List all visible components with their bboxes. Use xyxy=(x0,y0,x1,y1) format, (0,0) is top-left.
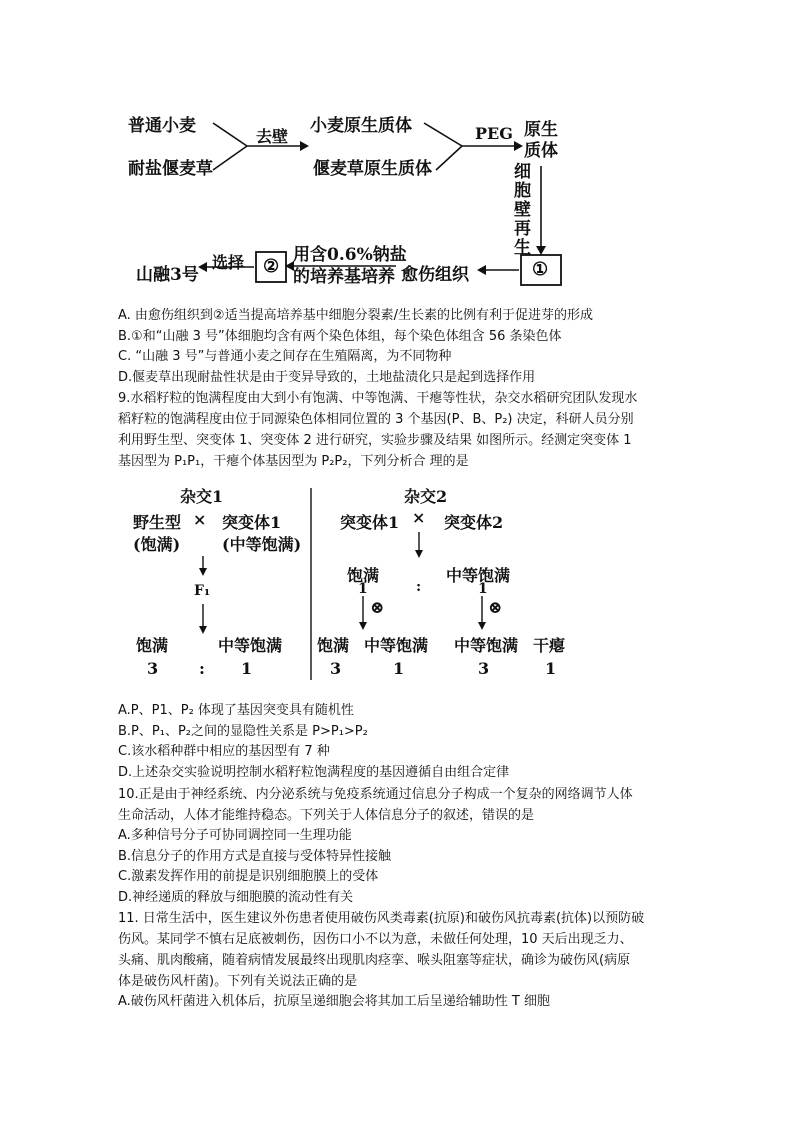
cross1-colon: : xyxy=(199,659,205,678)
cross2-out-full: 饱满 xyxy=(317,636,350,655)
label-medium: 用含0.6%钠盐 的培养基培养 xyxy=(293,245,407,287)
q9-option-c: C.该水稻种群中相应的基因型有 7 种 xyxy=(118,744,330,759)
cross2-selfing-left: ⊗ xyxy=(370,598,385,618)
box-2-label: ② xyxy=(263,256,280,277)
label-result-shanrong3: 山融3号 xyxy=(136,265,199,285)
label-cell-wall-regeneration: 细 胞 壁 再 生 xyxy=(514,162,531,258)
box-1-label: ① xyxy=(532,259,549,280)
cross2-mid-n2: 1 xyxy=(478,581,488,597)
cross2-parent-mutant1: 突变体1 xyxy=(340,513,400,532)
label-remove-wall: 去壁 xyxy=(256,127,289,146)
cross2-mid-full: 饱满 xyxy=(347,566,380,585)
label-callus: 愈伤组织 xyxy=(401,265,469,285)
cross1-title: 杂交1 xyxy=(180,487,224,506)
cross2-out-shriveled: 干瘪 xyxy=(533,636,566,655)
cross2-selfing-right: ⊗ xyxy=(488,598,503,618)
q10-option-d: D.神经递质的释放与细胞膜的流动性有关 xyxy=(118,890,354,905)
cross1-n1: 3 xyxy=(147,659,159,678)
cross2-parent-mutant2: 突变体2 xyxy=(444,513,504,532)
q9-option-d: D.上述杂交实验说明控制水稻籽粒饱满程度的基因遵循自由组合定律 xyxy=(118,765,510,780)
cross1-parent-mutant1: 突变体1 (中等饱满) xyxy=(222,513,302,554)
q10-option-b: B.信息分子的作用方式是直接与受体特异性接触 xyxy=(118,849,392,864)
cross2-mid-colon: : xyxy=(416,579,422,595)
cross2-title: 杂交2 xyxy=(404,487,448,506)
cross1-times: × xyxy=(193,510,207,529)
q11-option-a: A.破伤风杆菌进入机体后，抗原呈递细胞会将其加工后呈递给辅助性 T 细胞 xyxy=(118,994,551,1009)
cross2-n-medium-a: 1 xyxy=(393,659,405,678)
cross2-out-medium-a: 中等饱满 xyxy=(364,636,429,655)
cross2-n-medium-b: 3 xyxy=(478,659,490,678)
cross2-mid-medium: 中等饱满 xyxy=(446,566,511,585)
q8-option-d: D.偃麦草出现耐盐性状是由于变异导致的，土地盐渍化只是起到选择作用 xyxy=(118,370,536,385)
q9-stem: 9.水稻籽粒的饱满程度由大到小有饱满、中等饱满、干瘪等性状，杂交水稻研究团队发现水 稻籽粒的饱满程度由位于同源染色体相同位置的 3 个基因(P、B、P₂) 决定，科研人员分别 利用野生型、突变体 1、突变体 2 进行研究，实验步骤及结果 如图所示。经测定突变体 1 基因型为 P₁P₁，干瘪个体基因型为 P₂P₂，下列分析合 理的是 xyxy=(118,391,638,469)
q9-option-b: B.P、P₁、P₂之间的显隐性关系是 P>P₁>P₂ xyxy=(118,724,368,739)
label-grass-protoplast: 偃麦草原生质体 xyxy=(313,159,432,179)
cross2-n-shriveled: 1 xyxy=(545,659,557,678)
q10-stem: 10.正是由于神经系统、内分泌系统与免疫系统通过信息分子构成一个复杂的网络调节人体 生命活动，人体才能维持稳态。下列关于人体信息分子的叙述，错误的是 xyxy=(118,787,633,823)
cross1-out-full: 饱满 xyxy=(136,636,169,655)
label-salt-tolerant-grass: 耐盐偃麦草 xyxy=(128,159,213,179)
q11-stem: 11. 日常生活中，医生建议外伤患者使用破伤风类毒素(抗原)和破伤风抗毒素(抗体)以预防破 伤风。某同学不慎右足底被刺伤，因伤口小不以为意，未做任何处理，10 天后出现乏力、 头痛、肌肉酸痛，随着病情发展最终出现肌肉痉挛、喉头阻塞等症状，确诊为破伤风(病原 体是破伤风杆菌)。下列有关说法正确的是 xyxy=(118,911,645,989)
cross2-out-medium-b: 中等饱满 xyxy=(454,636,519,655)
cross2-n-full: 3 xyxy=(330,659,342,678)
cross1-f1: F₁ xyxy=(194,583,211,599)
label-wheat-protoplast: 小麦原生质体 xyxy=(310,116,412,136)
cross1-n2: 1 xyxy=(241,659,253,678)
q10-option-c: C.激素发挥作用的前提是识别细胞膜上的受体 xyxy=(118,869,379,884)
cross2-times: × xyxy=(412,508,426,527)
cross1-parent-wild: 野生型 (饱满) xyxy=(133,513,182,554)
label-select: 选择 xyxy=(212,253,245,272)
q8-option-c: C. “山融 3 号”与普通小麦之间存在生殖隔离，为不同物种 xyxy=(118,349,452,364)
label-peg: PEG xyxy=(475,124,513,143)
label-wheat: 普通小麦 xyxy=(128,116,196,136)
q10-option-a: A.多种信号分子可协同调控同一生理功能 xyxy=(118,828,352,843)
label-protoplast: 原生 质体 xyxy=(524,120,558,161)
q8-option-b: B.①和“山融 3 号”体细胞均含有两个染色体组，每个染色体组含 56 条染色体 xyxy=(118,329,562,344)
cross2-mid-n1: 1 xyxy=(358,581,368,597)
cross1-out-medium: 中等饱满 xyxy=(218,636,283,655)
q8-option-a: A. 由愈伤组织到②适当提高培养基中细胞分裂素/生长素的比例有利于促进芽的形成 xyxy=(118,308,593,323)
q9-option-a: A.P、P1、P₂ 体现了基因突变具有随机性 xyxy=(118,703,354,718)
